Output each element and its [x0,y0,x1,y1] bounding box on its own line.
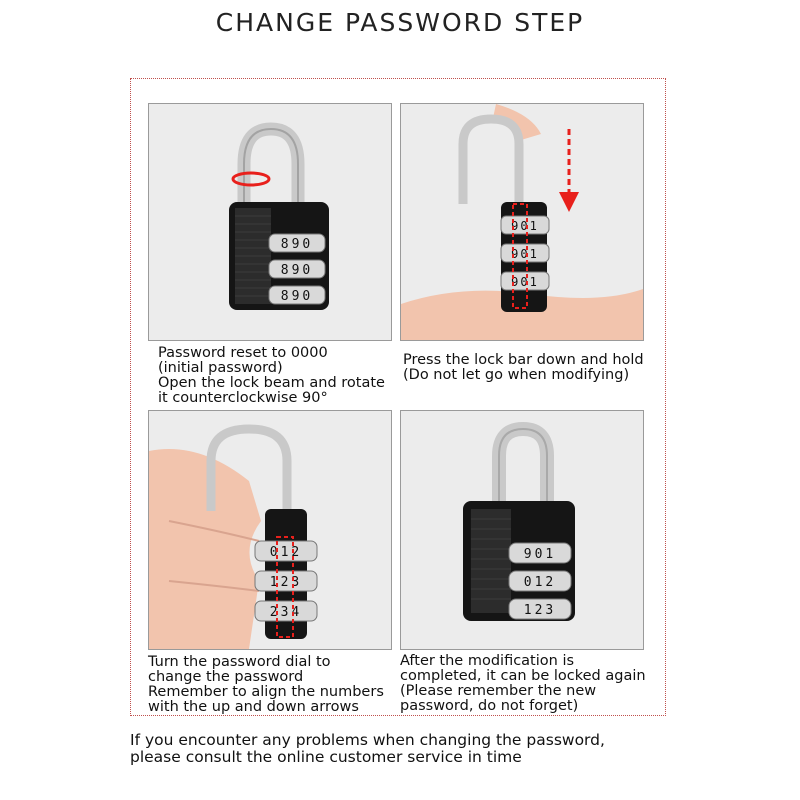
caption-line: change the password [148,669,304,685]
dial-row: 901 [511,275,539,289]
step-3-photo [148,410,392,650]
page-title: CHANGE PASSWORD STEP [215,8,585,37]
step-2-photo [400,103,644,341]
dial-row: 901 [523,547,557,562]
caption-line: with the up and down arrows [148,699,359,715]
step-4-photo [400,410,644,650]
footer-line-1: If you encounter any problems when changing the password, [130,731,605,749]
caption-line: completed, it can be locked again [400,668,646,684]
caption-line: (Do not let go when modifying) [403,367,630,383]
caption-line: (Please remember the new [400,683,597,699]
caption-line: Password reset to 0000 [158,345,328,361]
caption-line: password, do not forget) [400,698,579,714]
caption-line: it counterclockwise 90° [158,390,328,406]
dial-row: 901 [511,247,539,261]
dial-row: 890 [280,289,314,304]
caption-line: Open the lock beam and rotate [158,375,385,391]
dial-row: 234 [269,605,303,620]
footer-note [130,732,730,766]
footer-line-2: please consult the online customer service in time [130,748,522,766]
dial-row: 012 [269,545,303,560]
dial-group-1 [269,234,325,304]
dial-row: 123 [269,575,303,590]
caption-line: Turn the password dial to [148,654,331,670]
dial-row: 890 [280,263,314,278]
dial-row: 890 [280,237,314,252]
step-1-photo [148,103,392,341]
step-1-caption [158,346,385,406]
step-2-caption [403,353,644,383]
caption-line: (initial password) [158,360,283,376]
caption-line: Press the lock bar down and hold [403,352,644,368]
dial-row: 901 [511,219,539,233]
dial-row: 123 [523,603,557,618]
caption-line: Remember to align the numbers [148,684,384,700]
step-4-caption [400,654,646,714]
step-3-caption [148,655,384,715]
caption-line: After the modification is [400,653,575,669]
dial-row: 012 [523,575,557,590]
